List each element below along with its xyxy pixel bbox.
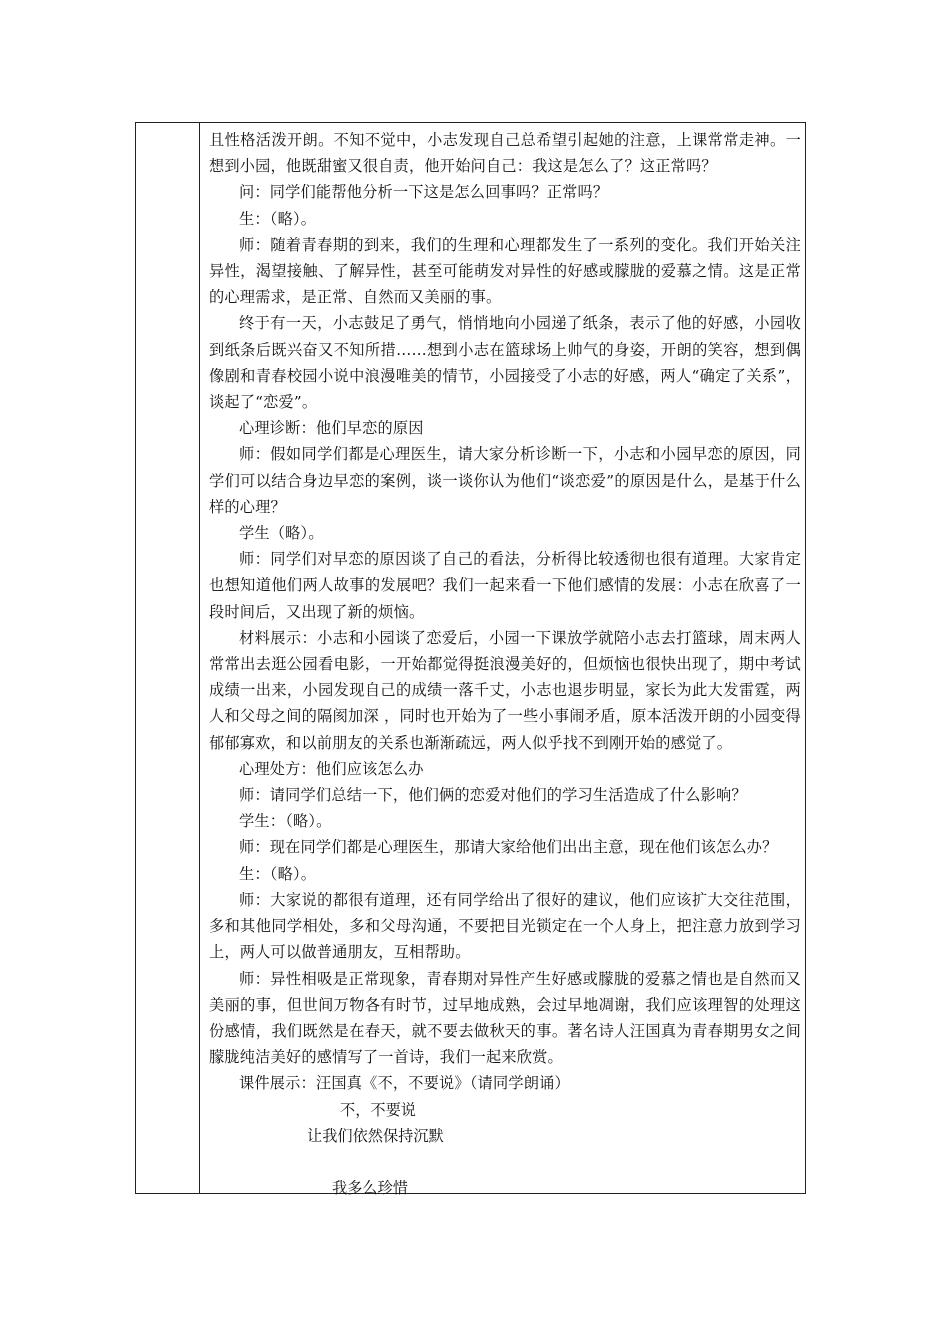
- poem-line: 我多么珍惜: [332, 1178, 408, 1197]
- paragraph: 生：（略）。: [239, 864, 317, 883]
- paragraph: 问：同学们能帮他分析一下这是怎么回事吗？正常吗？: [239, 183, 609, 202]
- paragraph: 师：同学们对早恋的原因谈了自己的看法，分析得比较透彻也很有道理。大家肯定也想知道他们两人故事的发展吧？我们一起来看一下他们感情的发展：小志在欣喜了一段时间后，又出现了新的烦恼。: [209, 550, 801, 621]
- section-heading: 心理处方：他们应该怎么办: [239, 759, 424, 778]
- paragraph: 师：现在同学们都是心理医生，那请大家给他们出出主意，现在他们该怎么办？: [239, 838, 778, 857]
- paragraph: 师：随着青春期的到来，我们的生理和心理都发生了一系列的变化。我们开始关注异性，渴望接触、了解异性，甚至可能萌发对异性的好感或朦胧的爱慕之情。这是正常的心理需求，是正常、自然而又美丽的事。: [209, 235, 801, 307]
- paragraph: 课件展示：汪国真《不，不要说》（请同学朗诵）: [239, 1074, 570, 1093]
- paragraph: 材料展示：小志和小园谈了恋爱后，小园一下课放学就陪小志去打篮球，周末两人常常出去逛公园看电影，一开始都觉得挺浪漫美好的，但烦恼也很快出现了，期中考试成绩一出来，小园发现自己的成绩一落千丈，小志也退步明显，家长为此大发雷霆，两人和父母之间的隔阂加深 ，同时也开始为了一些小事闹矛盾，原本活泼开朗的小园变得郁郁寡欢，和以前朋友的关系也渐渐疏远，两人似乎找不到刚开始的感觉了。: [209, 628, 801, 752]
- paragraph: 师：大家说的都很有道理，还有同学给出了很好的建议，他们应该扩大交往范围，多和其他同学相处，多和父母沟通，不要把目光锁定在一个人身上，把注意力放到学习上，两人可以做普通朋友，互相帮助。: [209, 890, 801, 962]
- poem-line: 让我们依然保持沉默: [307, 1126, 444, 1145]
- paragraph: 学生：（略）。: [239, 812, 332, 831]
- paragraph: 师：请同学们总结一下，他们俩的恋爱对他们的学习生活造成了什么影响？: [239, 786, 747, 805]
- paragraph: 终于有一天，小志鼓足了勇气，悄悄地向小园递了纸条，表示了他的好感，小园收到纸条后既兴奋又不知所措……想到小志在篮球场上帅气的身姿，开朗的笑容，想到偶像剧和青春校园小说中浪漫唯美的情节，小园接受了小志的好感，两人“确定了关系”，谈起了“恋爱”。: [209, 314, 801, 412]
- paragraph: 且性格活泼开朗。不知不觉中，小志发现自己总希望引起她的注意，上课常常走神。一想到小园，他既甜蜜又很自责，他开始问自己：我这是怎么了？这正常吗？: [209, 131, 801, 176]
- poem-blank-line: [209, 1149, 801, 1175]
- paragraph: 生：（略）。: [239, 209, 317, 228]
- poem-title: 不，不要说: [340, 1100, 416, 1119]
- content-cell: [201, 123, 805, 1197]
- section-heading: 心理诊断：他们早恋的原因: [239, 419, 424, 438]
- paragraph: 师：假如同学们都是心理医生，请大家分析诊断一下，小志和小园早恋的原因，同学们可以结合身边早恋的案例，谈一谈你认为他们“谈恋爱”的原因是什么，是基于什么样的心理？: [209, 445, 801, 516]
- left-column-cell: [136, 123, 200, 1193]
- paragraph: 师：异性相吸是正常现象，青春期对异性产生好感或朦胧的爱慕之情也是自然而又美丽的事，但世间万物各有时节，过早地成熟，会过早地凋谢，我们应该理智的处理这份感情，我们既然是在春天，就不要去做秋天的事。著名诗人汪国真为青春期男女之间朦胧纯洁美好的感情写了一首诗，我们一起来欣赏。: [209, 969, 801, 1067]
- paragraph: 学生（略）。: [239, 524, 324, 543]
- lesson-table: [135, 122, 806, 1197]
